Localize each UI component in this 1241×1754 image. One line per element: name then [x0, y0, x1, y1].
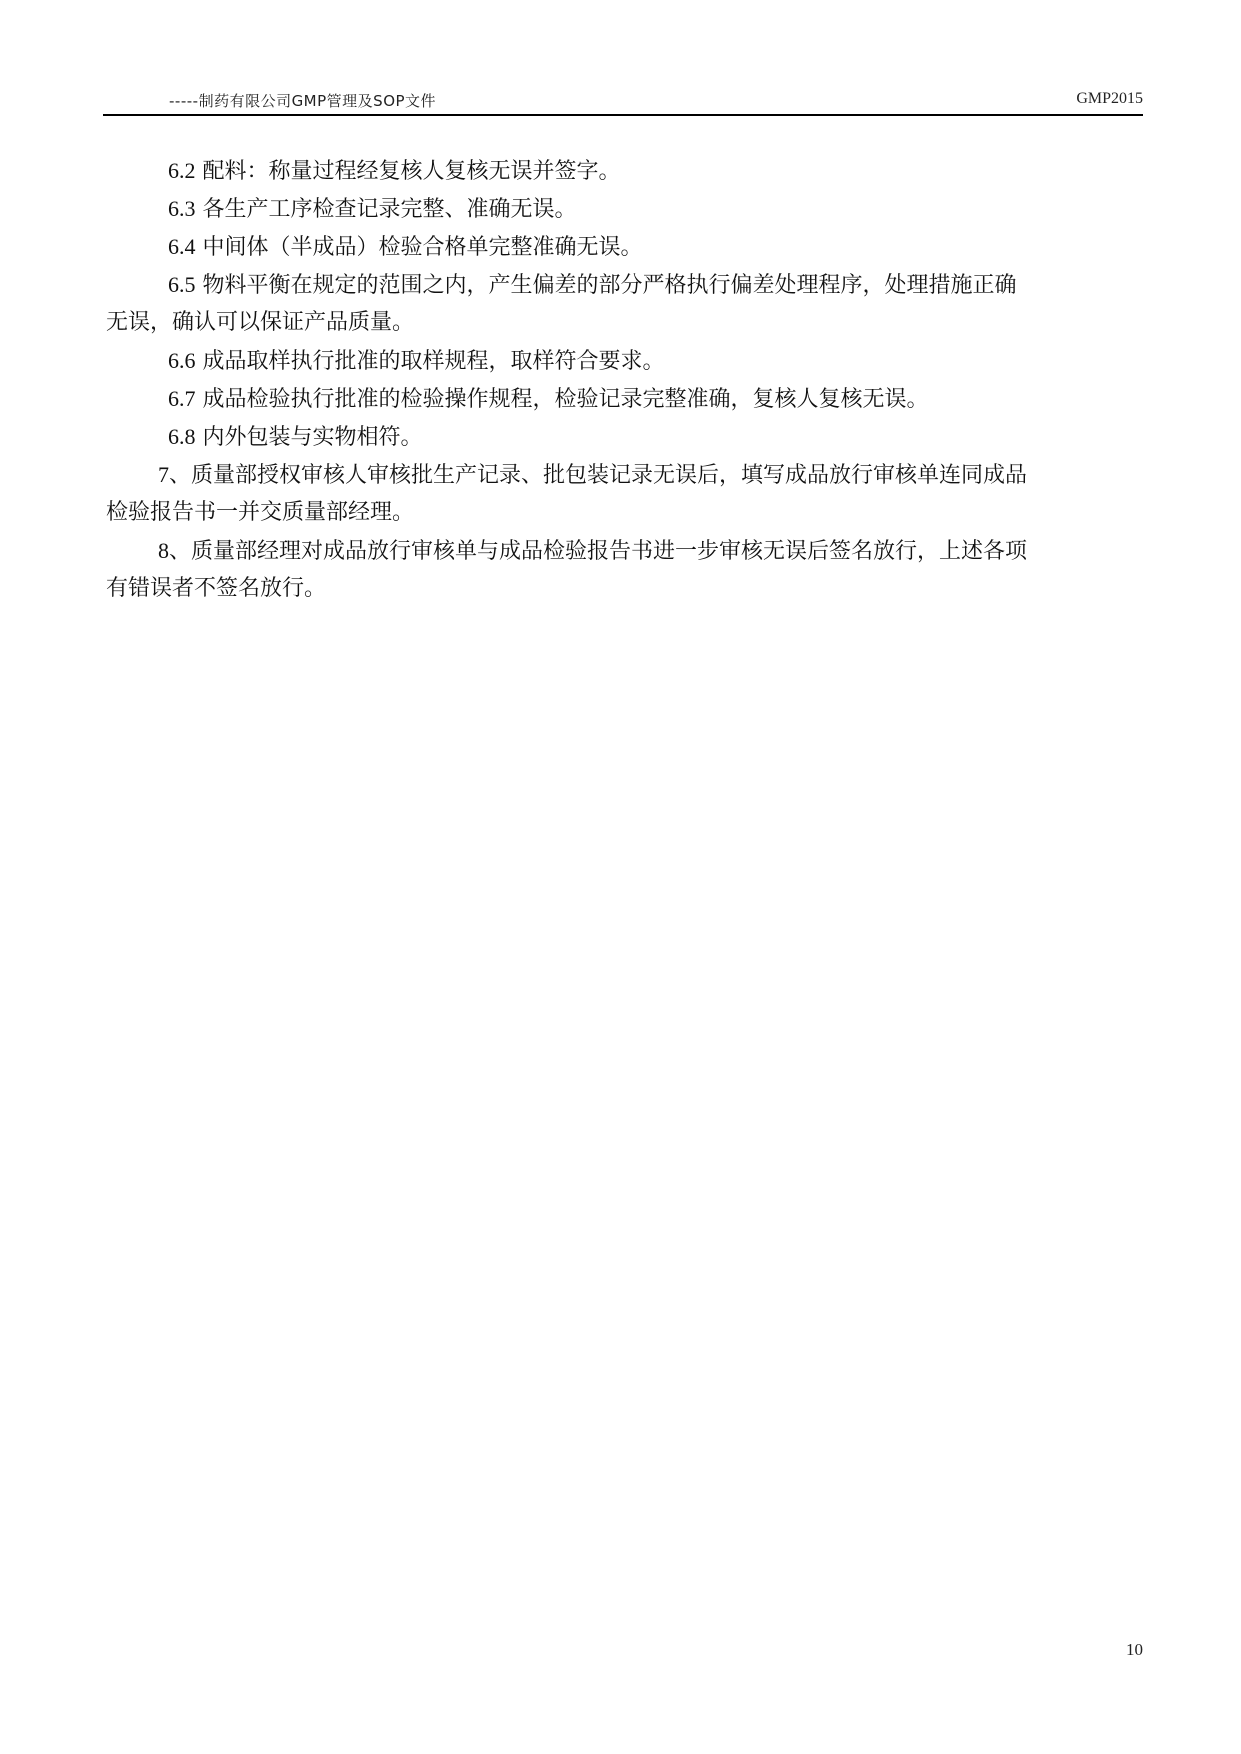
- clause-text: 、质量部授权审核人审核批生产记录、批包装记录无误后，填写成品放行审核单连同成品: [169, 463, 1028, 488]
- header-divider: [103, 114, 1143, 116]
- clause-number: 6.5: [168, 272, 196, 297]
- clause-number: 6.4: [168, 234, 196, 259]
- header-doc-code: GMP2015: [1076, 90, 1143, 107]
- clause-6-5-continuation: 无误，确认可以保证产品质量。: [106, 310, 415, 335]
- clause-8-continuation: 有错误者不签名放行。: [106, 576, 327, 601]
- clause-6-2: [106, 152, 1146, 190]
- clause-text: 配料：称量过程经复核人复核无误并签字。: [202, 159, 621, 184]
- page-header: [103, 88, 1143, 114]
- clause-6-8: [106, 418, 1146, 456]
- document-body: [106, 152, 1146, 608]
- clause-number: 6.6: [168, 348, 196, 373]
- clause-number: 7: [158, 462, 169, 487]
- clause-number: 6.7: [168, 386, 196, 411]
- clause-8: [106, 532, 1146, 570]
- page-number: 10: [1126, 1640, 1143, 1659]
- header-company-title: -----制药有限公司GMP管理及SOP文件: [169, 92, 437, 110]
- clause-text: 成品检验执行批准的检验操作规程，检验记录完整准确，复核人复核无误。: [202, 387, 929, 412]
- clause-6-4: [106, 228, 1146, 266]
- clause-6-7: [106, 380, 1146, 418]
- clause-6-6: [106, 342, 1146, 380]
- clause-7: [106, 456, 1146, 494]
- clause-text: 、质量部经理对成品放行审核单与成品检验报告书进一步审核无误后签名放行，上述各项: [169, 539, 1028, 564]
- clause-text: 成品取样执行批准的取样规程，取样符合要求。: [202, 349, 665, 374]
- clause-text: 内外包装与实物相符。: [202, 425, 423, 450]
- clause-6-3: [106, 190, 1146, 228]
- clause-number: 6.2: [168, 158, 196, 183]
- clause-text: 各生产工序检查记录完整、准确无误。: [202, 197, 577, 222]
- clause-text: 中间体（半成品）检验合格单完整准确无误。: [202, 235, 643, 260]
- clause-7-continuation: 检验报告书一并交质量部经理。: [106, 500, 415, 525]
- clause-number: 8: [158, 538, 169, 563]
- clause-number: 6.8: [168, 424, 196, 449]
- clause-text: 物料平衡在规定的范围之内，产生偏差的部分严格执行偏差处理程序，处理措施正确: [202, 273, 1017, 298]
- clause-6-5: [106, 266, 1146, 304]
- clause-number: 6.3: [168, 196, 196, 221]
